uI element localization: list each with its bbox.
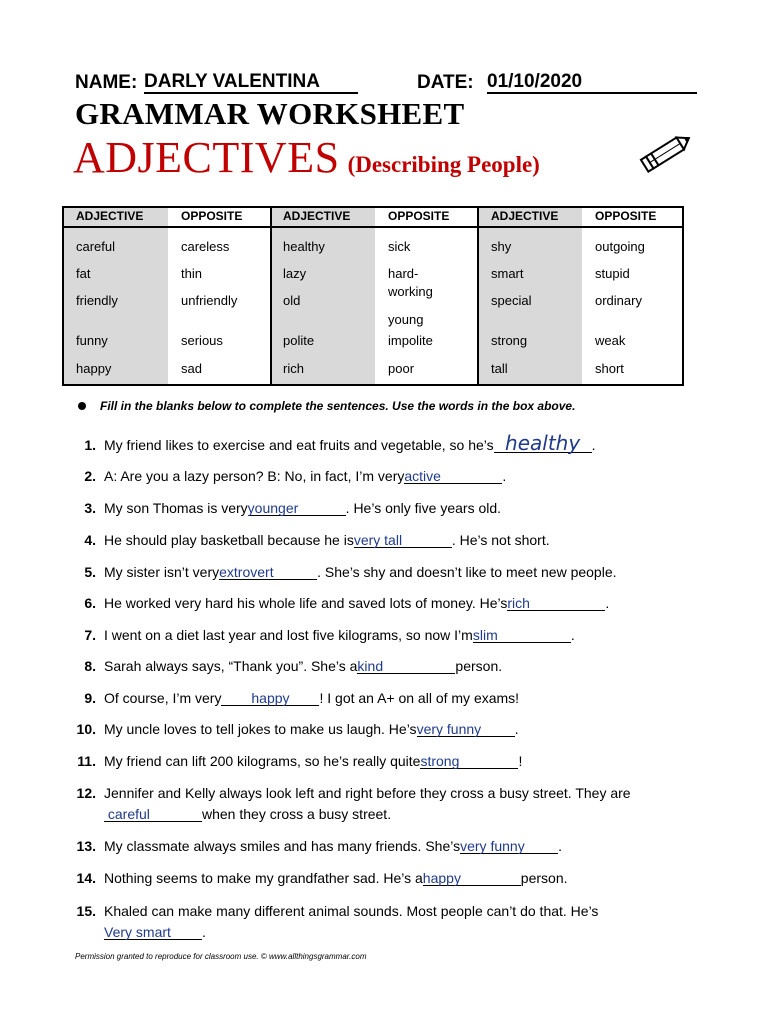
question-tail: .: [605, 595, 610, 611]
question-number: 10.: [76, 721, 96, 737]
table-cell: impolite: [388, 333, 433, 348]
question-number: 3.: [84, 500, 96, 516]
question: [66, 658, 502, 674]
question-text: My friend likes to exercise and eat fruits and vegetable, so he’s: [104, 437, 494, 453]
question-text: Of course, I’m very: [104, 690, 222, 706]
question-tail: !: [518, 753, 523, 769]
answer-text: younger: [247, 500, 299, 516]
question-text: My friend can lift 200 kilograms, so he’s really quite: [104, 753, 421, 769]
table-cell: fat: [76, 266, 91, 281]
table-header: ADJECTIVE: [491, 209, 559, 223]
instructions-text: Fill in the blanks below to complete the sentences. Use the words in the box above.: [100, 399, 576, 413]
answer-blank[interactable]: [357, 659, 455, 674]
question: [66, 721, 518, 737]
question: [66, 500, 501, 516]
table-cell: serious: [181, 333, 223, 348]
question: [66, 532, 550, 548]
table-cell: careful: [76, 239, 116, 254]
question-text: Khaled can make many different animal sounds. Most people can’t do that. He’s: [104, 903, 599, 919]
question-number: 7.: [84, 627, 96, 643]
question-number: 1.: [84, 437, 96, 453]
question: [66, 690, 519, 706]
answer-blank[interactable]: [248, 501, 346, 516]
date-value[interactable]: 01/10/2020: [487, 72, 697, 94]
answer-blank[interactable]: [460, 839, 558, 854]
question: [66, 753, 522, 769]
table-header: OPPOSITE: [388, 209, 450, 223]
answer-text: healthy: [505, 431, 581, 455]
question-number: 9.: [84, 690, 96, 706]
table-cell: outgoing: [595, 239, 645, 254]
word-table: [62, 206, 684, 386]
answer-blank[interactable]: [404, 469, 502, 484]
answer-blank[interactable]: [420, 754, 518, 769]
table-cell: polite: [283, 333, 315, 348]
table-cell: funny: [76, 333, 108, 348]
question-text: He worked very hard his whole life and saved lots of money. He’s: [104, 595, 508, 611]
answer-blank[interactable]: [221, 691, 319, 706]
question: [66, 564, 617, 580]
table-cell: young: [388, 312, 424, 327]
question-tail: . She’s shy and doesn’t like to meet new people.: [317, 564, 617, 580]
topic-title: [73, 132, 540, 183]
table-cell: stupid: [595, 266, 630, 281]
question-number: 4.: [84, 532, 96, 548]
question-number: 11.: [77, 753, 96, 769]
date-label: DATE:: [417, 72, 474, 93]
topic-main: ADJECTIVES: [73, 133, 340, 182]
answer-blank[interactable]: [219, 565, 317, 580]
answer-blank[interactable]: [104, 925, 202, 940]
table-cell: short: [595, 361, 624, 376]
question-text: He should play basketball because he is: [104, 532, 354, 548]
table-cell: poor: [388, 361, 415, 376]
question-tail: . He’s only five years old.: [345, 500, 502, 516]
table-cell: sick: [388, 239, 411, 254]
answer-text: slim: [472, 627, 498, 643]
question: [66, 785, 631, 801]
table-cell: lazy: [283, 266, 307, 281]
table-header: ADJECTIVE: [76, 209, 144, 223]
table-cell: tall: [491, 361, 508, 376]
question-number: 12.: [76, 785, 96, 801]
question-number: 14.: [76, 870, 96, 886]
answer-text: very tall: [353, 532, 403, 548]
table-header-rule: [64, 226, 682, 228]
answer-text: careful: [107, 806, 150, 822]
question-text: My classmate always smiles and has many friends. She’s: [104, 838, 461, 854]
answer-blank[interactable]: [494, 431, 592, 455]
question-tail: person.: [455, 658, 503, 674]
question-tail: .: [558, 838, 562, 854]
question: [66, 627, 575, 643]
answer-text: very funny: [416, 721, 482, 737]
question: [66, 870, 568, 886]
table-divider: [477, 208, 479, 384]
answer-blank[interactable]: [417, 722, 515, 737]
answer-blank[interactable]: [104, 807, 202, 822]
question-number: 5.: [84, 564, 96, 580]
question-text: Nothing seems to make my grandfather sad. He’s a: [104, 870, 423, 886]
question-text: My sister isn’t very: [104, 564, 220, 580]
question-continuation: [104, 924, 206, 940]
question: [66, 903, 598, 919]
question-number: 13.: [76, 838, 96, 854]
table-cell: weak: [595, 333, 626, 348]
question-tail: .: [591, 437, 596, 453]
question-tail: .: [502, 468, 507, 484]
table-cell: hard- working: [388, 266, 433, 299]
question-number: 2.: [84, 468, 96, 484]
question-tail: person.: [520, 870, 568, 886]
question-text: My son Thomas is very: [104, 500, 248, 516]
question: [66, 595, 609, 611]
table-header: OPPOSITE: [181, 209, 243, 223]
question: [66, 431, 596, 455]
table-divider: [270, 208, 272, 384]
name-label: NAME:: [75, 72, 138, 93]
question-continuation: [104, 806, 391, 822]
answer-blank[interactable]: [473, 628, 571, 643]
question-number: 15.: [76, 903, 96, 919]
question-text: My uncle loves to tell jokes to make us laugh. He’s: [104, 721, 417, 737]
answer-blank[interactable]: [423, 871, 521, 886]
question-text: Jennifer and Kelly always look left and right before they cross a busy street. They are: [104, 785, 631, 801]
table-cell: smart: [491, 266, 524, 281]
question-text: I went on a diet last year and lost five kilograms, so now I’m: [104, 627, 473, 643]
answer-text: rich: [507, 595, 530, 611]
topic-subtitle: (Describing People): [347, 152, 540, 177]
table-cell: careless: [181, 239, 230, 254]
table-cell: unfriendly: [181, 293, 238, 308]
question-tail: .: [202, 924, 206, 940]
answer-text: very funny: [460, 838, 525, 854]
worksheet-title: GRAMMAR WORKSHEET: [75, 96, 465, 131]
answer-text: extrovert: [219, 564, 274, 580]
answer-text: strong: [420, 753, 460, 769]
answer-text: active: [404, 468, 441, 484]
answer-text: happy: [251, 690, 290, 706]
question: [66, 468, 506, 484]
table-cell: healthy: [283, 239, 325, 254]
answer-blank[interactable]: [507, 596, 605, 611]
answer-blank[interactable]: [354, 533, 452, 548]
question: [66, 838, 562, 854]
table-cell: friendly: [76, 293, 118, 308]
question-tail: . He’s not short.: [451, 532, 550, 548]
table-cell: old: [283, 293, 301, 308]
table-cell: special: [491, 293, 532, 308]
table-header: ADJECTIVE: [283, 209, 351, 223]
table-cell: shy: [491, 239, 512, 254]
question-tail: .: [514, 721, 519, 737]
table-header: OPPOSITE: [595, 209, 657, 223]
instructions: [78, 399, 575, 413]
answer-text: happy: [422, 870, 461, 886]
footer-permission: Permission granted to reproduce for classroom use. © www.allthingsgrammar.com: [75, 952, 367, 961]
bullet-icon: [78, 402, 86, 410]
table-cell: happy: [76, 361, 112, 376]
question-number: 6.: [84, 595, 96, 611]
answer-text: kind: [357, 658, 384, 674]
answer-text: Very smart: [104, 924, 171, 940]
table-cell: sad: [181, 361, 202, 376]
table-cell: strong: [491, 333, 528, 348]
question-tail: when they cross a busy street.: [202, 806, 392, 822]
question-text: Sarah always says, “Thank you”. She’s a: [104, 658, 358, 674]
table-cell: thin: [181, 266, 202, 281]
question-tail: .: [570, 627, 575, 643]
table-cell: rich: [283, 361, 304, 376]
pencil-icon: [633, 128, 697, 178]
question-tail: ! I got an A+ on all of my exams!: [319, 690, 520, 706]
question-number: 8.: [84, 658, 96, 674]
table-cell: ordinary: [595, 293, 642, 308]
name-value[interactable]: DARLY VALENTINA: [144, 72, 358, 94]
question-text: A: Are you a lazy person? B: No, in fact, I’m very: [104, 468, 405, 484]
